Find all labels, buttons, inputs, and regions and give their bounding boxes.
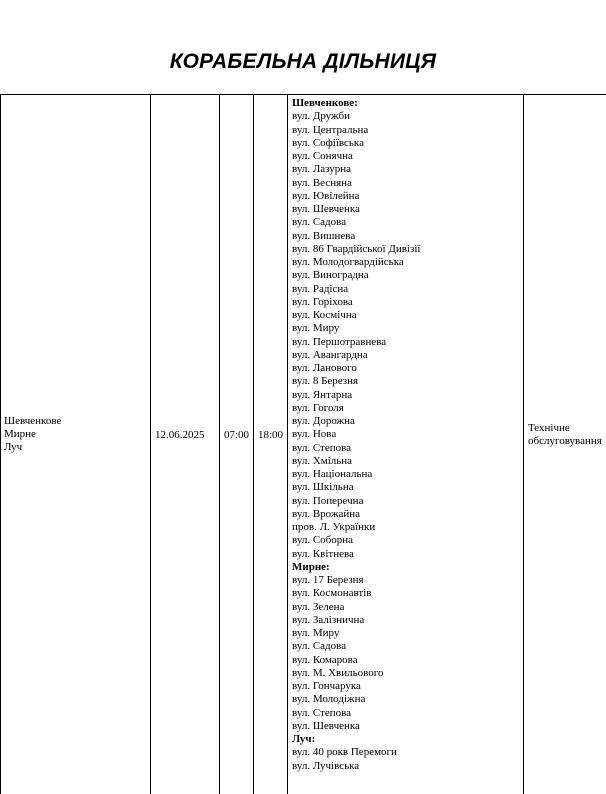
street-item: вул. Шевченка xyxy=(292,719,360,732)
street-item: вул. Виноградна xyxy=(292,269,369,282)
street-item: вул. 8 Березня xyxy=(292,375,359,388)
street-item: вул. 40 рокв Перемоги xyxy=(292,746,397,759)
street-item: вул. Гончарука xyxy=(292,680,361,692)
street-item: вул. Космонавтів xyxy=(292,587,372,600)
streets-cell xyxy=(292,97,420,773)
street-item: вул. Ювілейна xyxy=(292,189,360,202)
settlement-name: Мирне xyxy=(4,428,36,440)
street-item: вул. Янтарна xyxy=(292,388,353,401)
column-divider xyxy=(287,94,288,794)
street-item: вул. Степова xyxy=(292,706,352,719)
time-from-cell: 07:00 xyxy=(224,429,250,441)
street-item: вул. М. Хвильового xyxy=(292,666,384,679)
street-item: вул. Молодогвардійська xyxy=(292,256,404,268)
column-divider xyxy=(253,94,254,794)
work-type-line: Технічне xyxy=(528,422,570,434)
street-item: вул. Горіхова xyxy=(292,295,353,308)
street-item: вул. Лучівська xyxy=(292,759,360,772)
street-item: вул. Комарова xyxy=(292,653,358,666)
page-title: КОРАБЕЛЬНА ДІЛЬНИЦЯ xyxy=(169,50,437,73)
street-item: пров. Л. Українки xyxy=(292,521,376,533)
street-item: вул. Авангардна xyxy=(292,348,368,361)
work-type-cell xyxy=(528,422,602,448)
street-item: вул. Шевченка xyxy=(292,203,360,215)
street-item: вул. Софіївська xyxy=(292,136,364,149)
street-item: вул. Миру xyxy=(292,627,340,639)
street-item: вул. Радісна xyxy=(292,282,349,295)
location-heading: Мирне: xyxy=(292,560,330,573)
street-item: вул. Першотравнева xyxy=(292,335,387,348)
street-item: вул. Поперечна xyxy=(292,494,364,507)
street-item: вул. Квітнева xyxy=(292,547,354,560)
time-to-cell: 18:00 xyxy=(258,429,284,441)
street-item: вул. Шкільна xyxy=(292,481,354,494)
street-item: вул. Центральна xyxy=(292,123,369,136)
street-item: вул. Космічна xyxy=(292,309,357,321)
work-type-line: обслуговування xyxy=(528,435,602,447)
street-item: вул. Дружби xyxy=(292,110,350,123)
date-cell: 12.06.2025 xyxy=(155,429,205,441)
street-item: вул. Вишнева xyxy=(292,229,356,242)
street-item: вул. Соборна xyxy=(292,534,354,547)
street-item: вул. Весняна xyxy=(292,176,352,189)
location-heading: Луч: xyxy=(292,733,316,745)
table-border-left xyxy=(0,94,1,794)
street-item: вул. Національна xyxy=(292,468,373,480)
street-item: вул. Молодіжна xyxy=(292,693,366,706)
street-item: вул. 86 Гвардійської Дивізії xyxy=(292,242,421,255)
street-item: вул. Лазурна xyxy=(292,163,352,176)
street-item: вул. Степова xyxy=(292,441,352,454)
settlement-name: Шевченкове xyxy=(4,415,62,427)
street-item: вул. 17 Березня xyxy=(292,574,364,586)
street-item: вул. Ланового xyxy=(292,362,357,374)
column-divider xyxy=(523,94,524,794)
street-item: вул. Садова xyxy=(292,216,347,229)
street-item: вул. Зелена xyxy=(292,600,345,613)
street-item: вул. Врожайна xyxy=(292,507,361,520)
street-item: вул. Залізнична xyxy=(292,613,365,626)
street-item: вул. Садова xyxy=(292,640,347,653)
settlements-cell xyxy=(4,415,61,454)
street-item: вул. Дорожна xyxy=(292,415,355,427)
street-item: вул. Нова xyxy=(292,428,337,441)
street-item: вул. Миру xyxy=(292,322,340,335)
location-heading: Шевченкове: xyxy=(292,97,358,109)
table-top-border xyxy=(0,94,606,95)
street-item: вул. Гоголя xyxy=(292,401,344,414)
settlement-name: Луч xyxy=(4,441,23,453)
street-item: вул. Сонячна xyxy=(292,150,353,162)
street-item: вул. Хмільна xyxy=(292,454,353,467)
column-divider xyxy=(219,94,220,794)
column-divider xyxy=(150,94,151,794)
